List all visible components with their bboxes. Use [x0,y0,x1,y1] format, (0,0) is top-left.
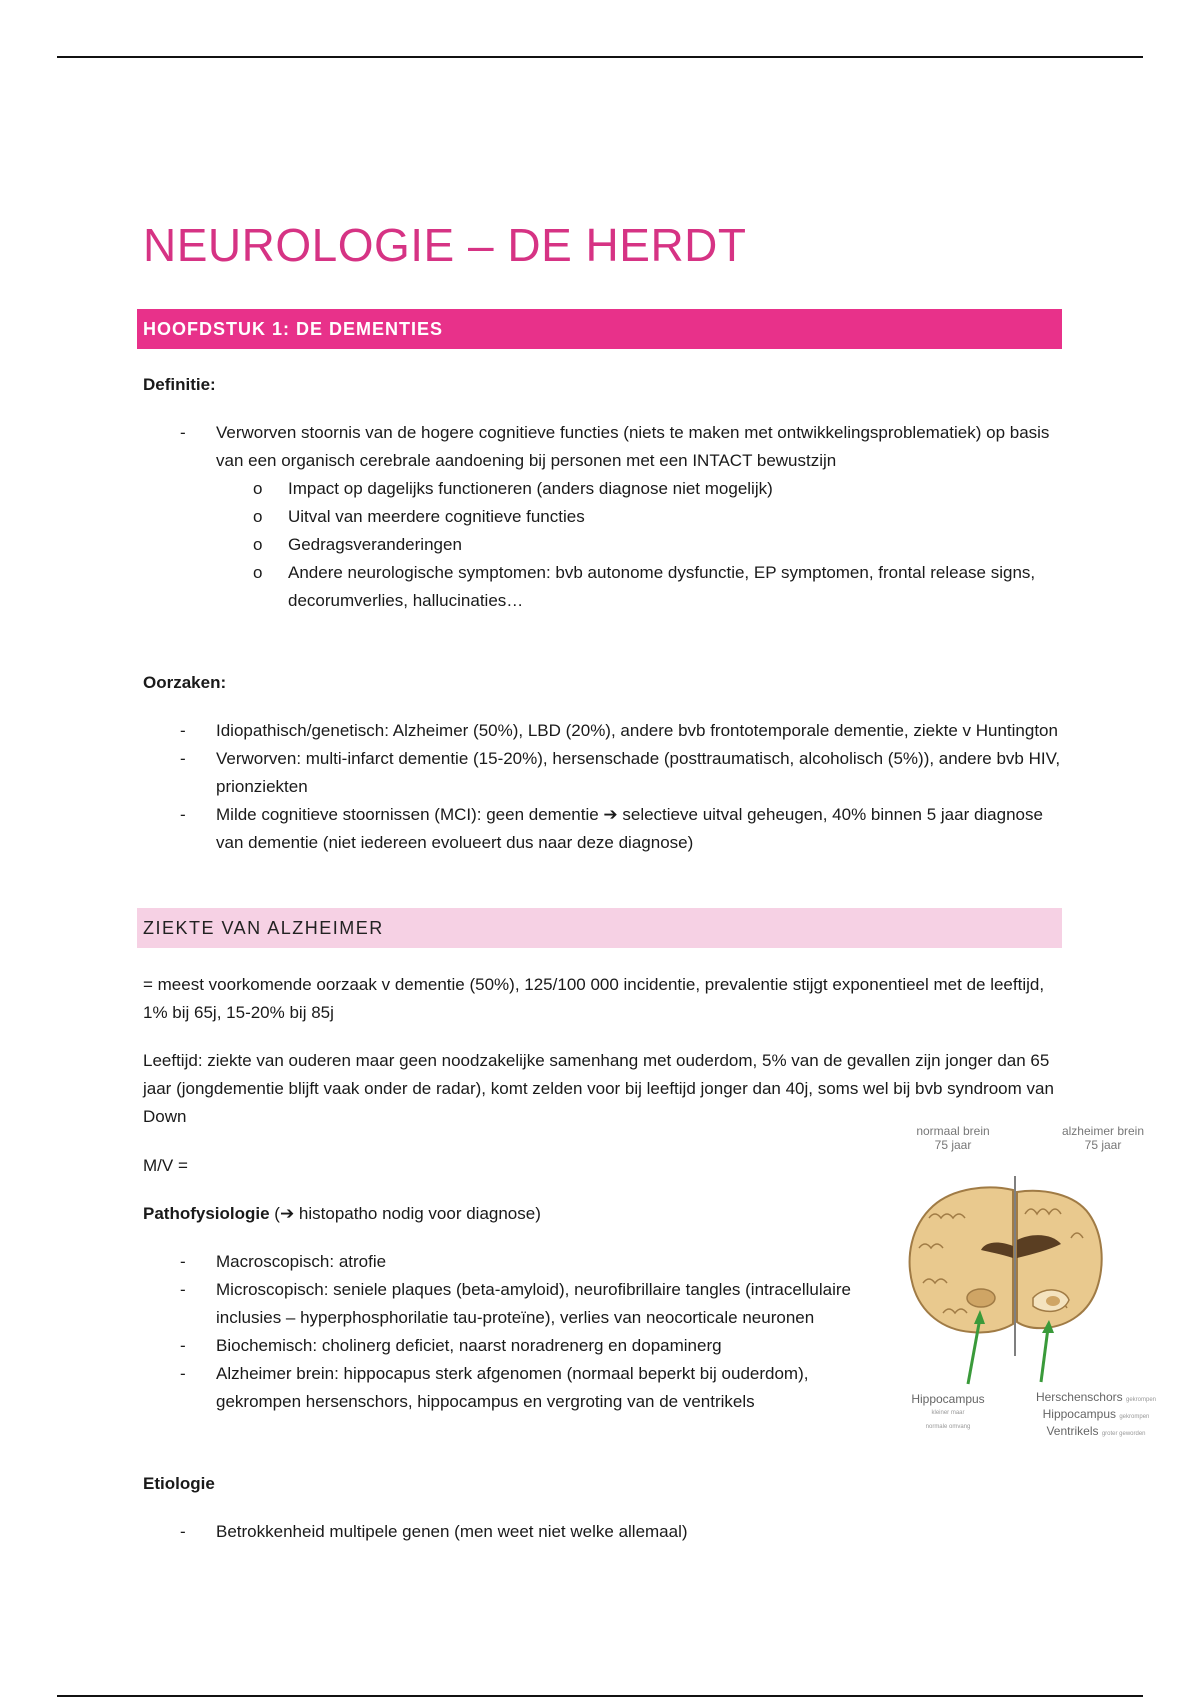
ventrikels-note: groter geworden [1101,1431,1146,1437]
hippocampus-label-text: Hippocampus [911,1392,985,1406]
section-heading-alzheimer: ZIEKTE VAN ALZHEIMER [137,908,1062,948]
list-item: o Gedragsveranderingen [216,531,1063,559]
definitie-sublist [216,475,1063,615]
list-item: - Verworven: multi-infarct dementie (15-20%), hersenschade (posttraumatisch, alcoholisch (5%)), andere bvb HIV, prionziekten [143,745,1063,801]
alzheimer-leeftijd: Leeftijd: ziekte van ouderen maar geen noodzakelijke samenhang met ouderdom, 5% van de gevallen zijn jonger dan 65 jaar (jongdementie blijft vaak onder de radar), komt zelden voor bij leeftijd jonger dan 40j, soms wel bij bvb syndroom van Down [143,1051,1054,1126]
alzheimer-brain-caption-text: alzheimer brein [1061,1124,1145,1138]
ventrikels-row [1011,1424,1181,1441]
document-title: NEUROLOGIE – DE HERDT [143,219,747,271]
alzheimer-intro: = meest voorkomende oorzaak v dementie (50%), 125/100 000 incidentie, prevalentie stijgt exponentieel met de leeftijd, 1% bij 65j, 15-20% bij 85j [143,975,1045,1022]
list-item: o Uitval van meerdere cognitieve functies [216,503,1063,531]
definitie-section [143,371,1063,615]
schors-row [1011,1390,1181,1407]
pathofysiologie-list [143,1248,883,1416]
list-item [143,419,1063,615]
pathofysiologie-note: (➔ histopatho nodig voor diagnose) [269,1204,541,1223]
chapter-heading: HOOFDSTUK 1: DE DEMENTIES [137,309,1062,349]
definitie-main: Verworven stoornis van de hogere cognitieve functies (niets te maken met ontwikkelingsproblematiek) op basis van een organisch cerebrale aandoening bij personen met een INTACT bewustzijn [216,423,1050,470]
alzheimer-mv: M/V = [143,1156,188,1175]
definitie-label: Definitie: [143,375,216,394]
list-item: - Betrokkenheid multipele genen (men weet niet welke allemaal) [143,1518,1063,1546]
list-item: - Idiopathisch/genetisch: Alzheimer (50%), LBD (20%), andere bvb frontotemporale dementie, ziekte v Huntington [143,717,1063,745]
schors-note: gekrompen [1126,1397,1157,1403]
hippocampus2-label: Hippocampus [1042,1407,1116,1421]
pathofysiologie-section [143,1200,883,1416]
brain-comparison-figure [893,1118,1183,1448]
oorzaken-list [143,717,1063,857]
list-item: - Alzheimer brein: hippocapus sterk afgenomen (normaal beperkt bij ouderdom), gekrompen hersenschors, hippocampus en vergroting van de ventrikels [143,1360,883,1416]
ventrikels-label: Ventrikels [1046,1424,1099,1438]
etiologie-label: Etiologie [143,1474,215,1493]
etiologie-list [143,1518,1063,1546]
list-item: - Macroscopisch: atrofie [143,1248,883,1276]
hippocampus-note-2: normale omvang [925,1424,971,1430]
list-item: o Andere neurologische symptomen: bvb autonome dysfunctie, EP symptomen, frontal release signs, decorumverlies, hallucinaties… [216,559,1063,615]
oorzaken-label: Oorzaken: [143,673,227,692]
bottom-rule [57,1695,1143,1697]
schors-label: Herschenschors [1035,1390,1123,1404]
pathofysiologie-label: Pathofysiologie [143,1204,270,1223]
hippocampus2-row [1011,1407,1181,1424]
hippocampus-note-1: kleiner maar [931,1410,965,1416]
etiologie-section [143,1470,1063,1546]
alzheimer-labels [1011,1390,1181,1441]
list-item: - Milde cognitieve stoornissen (MCI): geen dementie ➔ selectieve uitval geheugen, 40% binnen 5 jaar diagnose van dementie (niet iedereen evolueert dus naar deze diagnose) [143,801,1063,857]
alzheimer-brain-age: 75 jaar [1084,1138,1122,1152]
hippocampus-label [893,1392,1003,1434]
list-item: o Impact op dagelijks functioneren (anders diagnose niet mogelijk) [216,475,1063,503]
list-item: - Microscopisch: seniele plaques (beta-amyloid), neurofibrillaire tangles (intracellulaire inclusies – hyperphosphorilatie tau-proteïne), verlies van neocorticale neuronen [143,1276,883,1332]
list-item: - Biochemisch: cholinerg deficiet, naarst noradrenerg en dopaminerg [143,1332,883,1360]
oorzaken-section [143,669,1063,857]
pathofysiologie-heading [143,1200,883,1228]
top-rule [57,56,1143,58]
hippocampus2-note: gekrompen [1119,1414,1150,1420]
definitie-list [143,419,1063,615]
normal-brain-caption-text: normaal brein [916,1124,990,1138]
normal-brain-age: 75 jaar [934,1138,972,1152]
